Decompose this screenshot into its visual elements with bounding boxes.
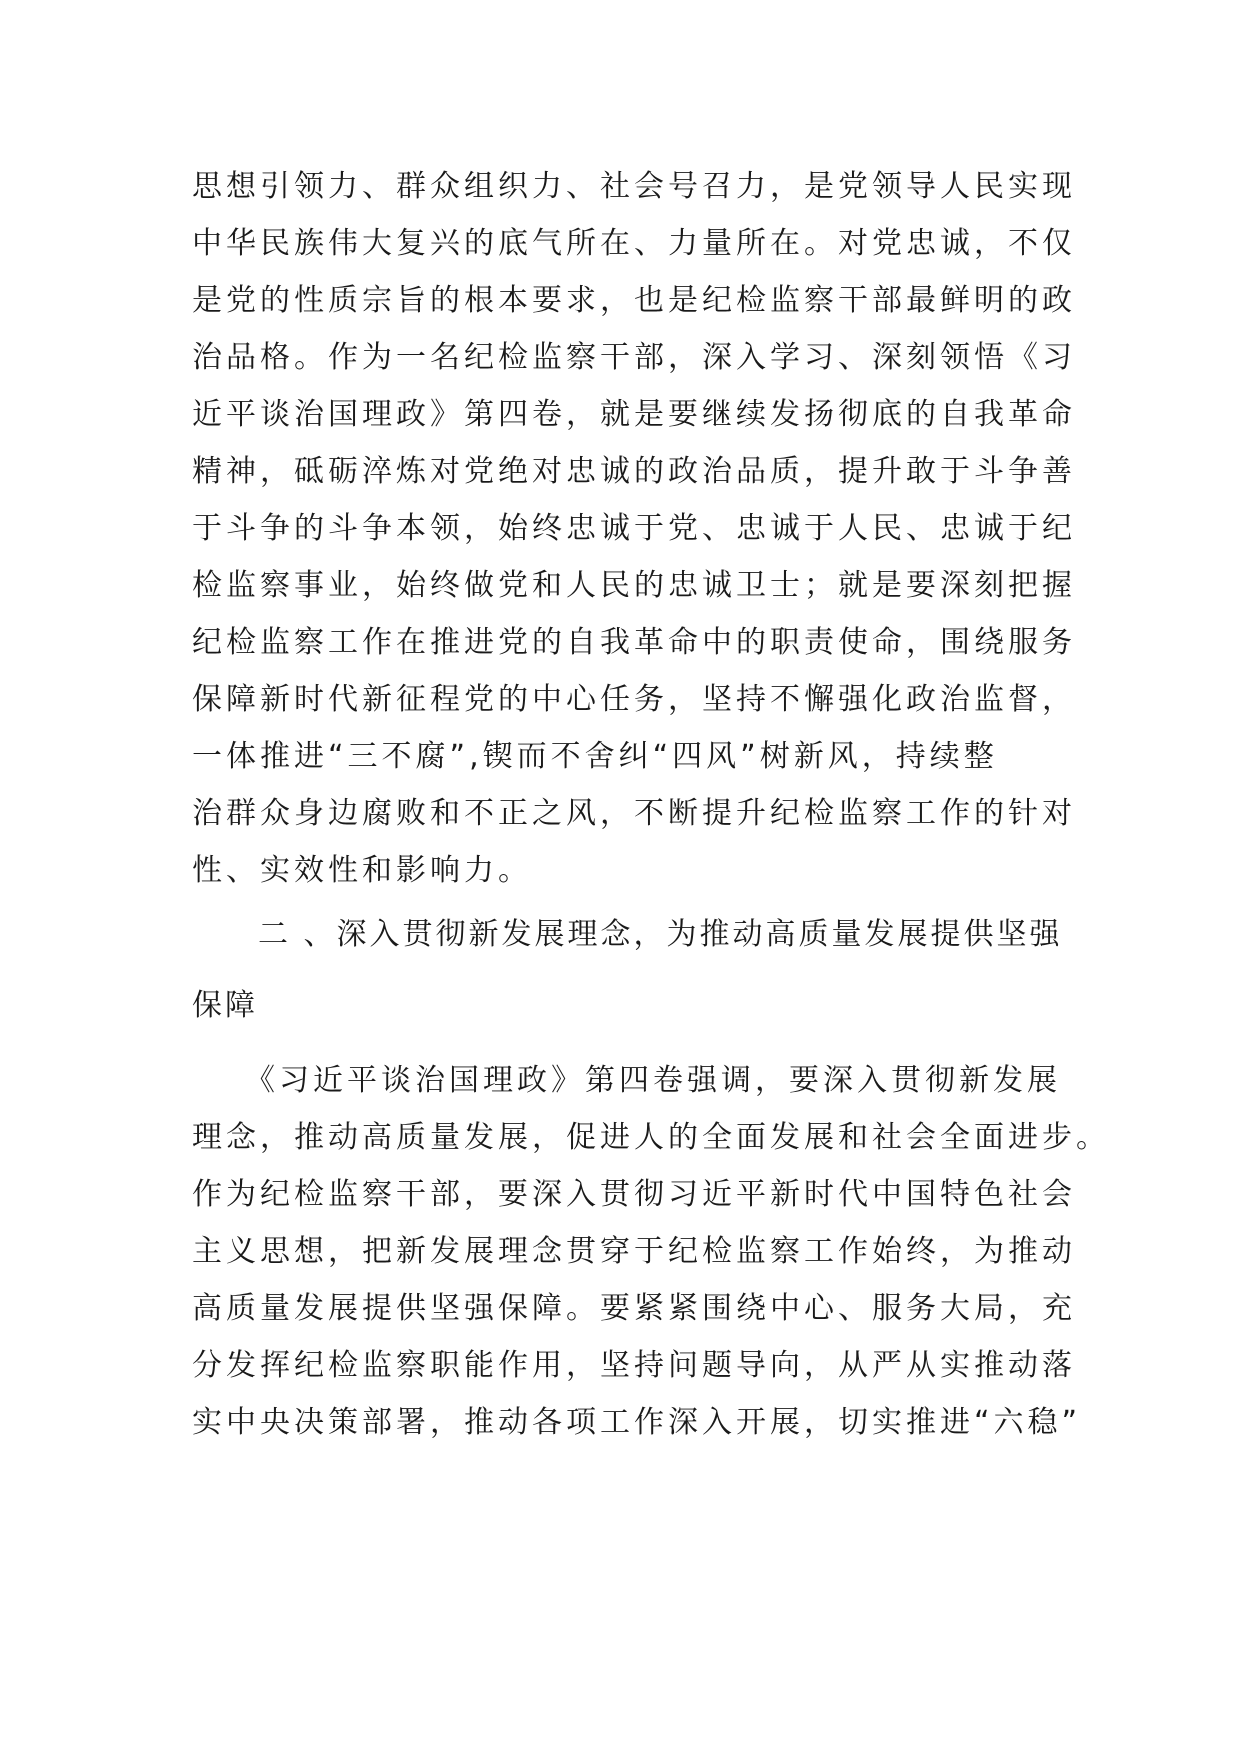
text-line: 主义思想，把新发展理念贯穿于纪检监察工作始终，为推动 xyxy=(192,1234,1076,1269)
text-line: 是党的性质宗旨的根本要求，也是纪检监察干部最鲜明的政 xyxy=(192,283,1076,318)
text-line: 高质量发展提供坚强保障。要紧紧围绕中心、服务大局，充 xyxy=(192,1291,1076,1326)
paragraph xyxy=(192,1052,1110,1451)
text-line: 理念，推动高质量发展，促进人的全面发展和社会全面进步。 xyxy=(192,1120,1110,1155)
text-line: 性、实效性和影响力。 xyxy=(192,853,532,888)
paragraph xyxy=(192,158,1076,899)
document-body xyxy=(192,158,1110,1451)
text-line: 精神，砥砺淬炼对党绝对忠诚的政治品质，提升敢于斗争善 xyxy=(192,454,1076,489)
text-line: 分发挥纪检监察职能作用，坚持问题导向，从严从实推动落 xyxy=(192,1348,1076,1383)
text-line: 治品格。作为一名纪检监察干部，深入学习、深刻领悟《习 xyxy=(192,340,1076,375)
text-line: 作为纪检监察干部，要深入贯彻习近平新时代中国特色社会 xyxy=(192,1177,1076,1212)
section-heading xyxy=(192,906,1063,1034)
heading-line: 保障 xyxy=(192,988,258,1023)
text-line: 纪检监察工作在推进党的自我革命中的职责使命，围绕服务 xyxy=(192,625,1076,660)
text-line: 中华民族伟大复兴的底气所在、力量所在。对党忠诚，不仅 xyxy=(192,226,1076,261)
text-line: 思想引领力、群众组织力、社会号召力，是党领导人民实现 xyxy=(192,169,1076,204)
text-line: 实中央决策部署，推动各项工作深入开展，切实推进“六稳” xyxy=(192,1405,1082,1440)
text-line: 于斗争的斗争本领，始终忠诚于党、忠诚于人民、忠诚于纪 xyxy=(192,511,1076,546)
text-line: 检监察事业，始终做党和人民的忠诚卫士；就是要深刻把握 xyxy=(192,568,1076,603)
text-line: 近平谈治国理政》第四卷，就是要继续发扬彻底的自我革命 xyxy=(192,397,1076,432)
text-line: 一体推进“三不腐”,锲而不舍纠“四风”树新风，持续整 xyxy=(192,739,998,774)
text-line: 《习近平谈治国理政》第四卷强调，要深入贯彻新发展 xyxy=(192,1063,1061,1098)
text-line: 治群众身边腐败和不正之风，不断提升纪检监察工作的针对 xyxy=(192,796,1076,831)
text-line: 保障新时代新征程党的中心任务，坚持不懈强化政治监督， xyxy=(192,682,1076,717)
heading-line: 二 、深入贯彻新发展理念，为推动高质量发展提供坚强 xyxy=(192,917,1063,952)
